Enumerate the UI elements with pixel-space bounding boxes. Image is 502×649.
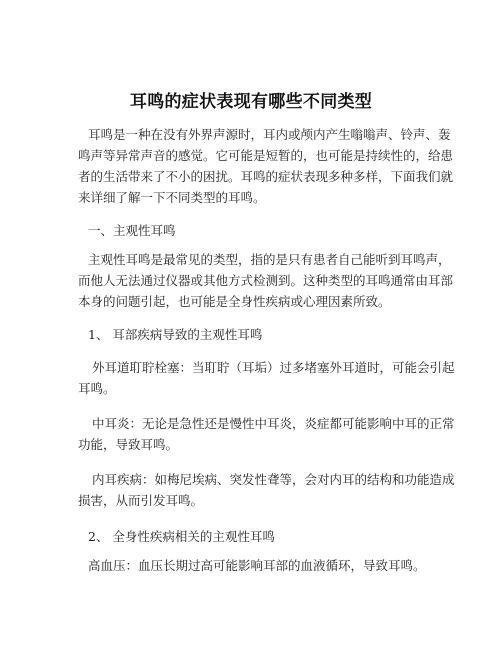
paragraph-line: 中耳炎：无论是急性还是慢性中耳炎，炎症都可能影响中耳的正常: [92, 416, 455, 431]
paragraph-line: 内耳疾病：如梅尼埃病、突发性聋等，会对内耳的结构和功能造成: [92, 472, 455, 487]
paragraph-line: 主观性耳鸣是最常见的类型，指的是只有患者自己能听到耳鸣声，: [88, 252, 451, 267]
paragraph-line: 高血压：血压长期过高可能影响耳部的血液循环，导致耳鸣。: [88, 558, 426, 573]
section-heading-text: 一、主观性耳鸣: [88, 223, 176, 238]
section-heading: [78, 220, 432, 241]
document-title: 耳鸣的症状表现有哪些不同类型: [129, 92, 373, 112]
paragraph-line: 功能，导致耳鸣。: [78, 437, 179, 452]
paragraph-line: 本身的问题引起，也可能是全身性疾病或心理因素所致。: [78, 294, 391, 309]
paragraph-line: 来详细了解一下不同类型的耳鸣。: [78, 190, 266, 205]
paragraph-line: 损害，从而引发耳鸣。: [78, 493, 204, 508]
inner-ear-paragraph: [78, 469, 455, 511]
paragraph-line: 外耳道耵聍栓塞：当耵聍（耳垢）过多堵塞外耳道时，可能会引起: [92, 360, 455, 375]
subheading-text: 2、 全身性疾病相关的主观性耳鸣: [88, 529, 275, 544]
earwax-paragraph: [78, 357, 455, 399]
paragraph-line: 耳鸣。: [78, 381, 116, 396]
paragraph-line: 而他人无法通过仪器或其他方式检测到。这种类型的耳鸣通常由耳部: [78, 273, 454, 288]
subheading-text: 1、 耳部疾病导致的主观性耳鸣: [88, 327, 263, 342]
hypertension-paragraph: [78, 555, 432, 576]
paragraph-line: 鸣声等异常声音的感觉。它可能是短暂的，也可能是持续性的，给患: [78, 148, 454, 163]
subheading-ear-disease: [78, 324, 432, 345]
subheading-systemic-disease: [78, 526, 432, 547]
paragraph-line: 者的生活带来了不小的困扰。耳鸣的症状表现多种多样，下面我们就: [78, 169, 454, 184]
otitis-media-paragraph: [78, 413, 455, 455]
intro-paragraph: [78, 124, 454, 208]
subjective-tinnitus-paragraph: [78, 249, 454, 312]
paragraph-line: 耳鸣是一种在没有外界声源时，耳内或颅内产生嗡嗡声、铃声、轰: [88, 127, 451, 142]
